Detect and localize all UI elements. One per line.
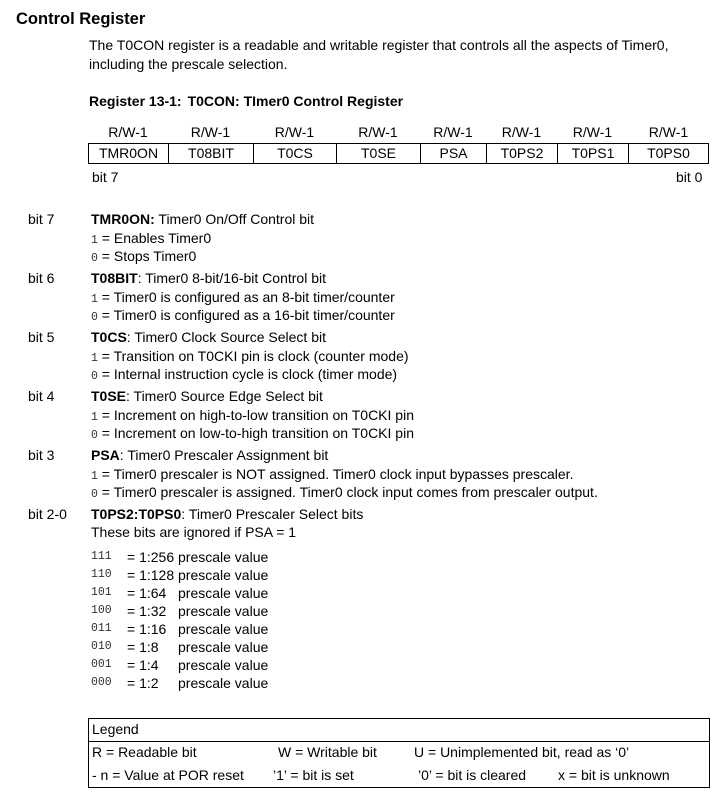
legend-bit-unknown: x = bit is unknown	[558, 767, 670, 783]
bit-option	[91, 425, 414, 442]
prescale-desc: prescale value	[178, 567, 269, 583]
access-bit1: R/W-1	[572, 124, 613, 140]
reg-bit-tmr0on: TMR0ON	[89, 144, 169, 163]
bit-title	[91, 329, 326, 345]
bit-name: T08BIT	[91, 270, 138, 286]
bit-summary: : Timer0 Clock Source Select bit	[126, 329, 326, 345]
access-bit5: R/W-1	[274, 124, 315, 140]
legend-writable: W = Writable bit	[278, 744, 377, 760]
bit-option-text: = Timer0 prescaler is assigned. Timer0 clock input comes from prescaler output.	[97, 484, 598, 500]
bit-name: TMR0ON:	[91, 211, 155, 227]
bit-number: bit 5	[28, 329, 55, 345]
bit-value: 0	[91, 252, 98, 265]
bit-value: 1	[91, 234, 98, 247]
prescale-desc: prescale value	[178, 675, 269, 691]
bit-number: bit 4	[28, 388, 55, 404]
prescale-desc: prescale value	[178, 603, 269, 619]
prescale-desc: prescale value	[178, 657, 269, 673]
legend-por-reset: - n = Value at POR reset	[92, 767, 244, 783]
reg-bit-t0se: T0SE	[337, 144, 421, 163]
register-caption	[89, 93, 403, 109]
prescale-code: 110	[91, 568, 112, 581]
bit-name: T0SE	[91, 388, 127, 404]
prescale-ratio: = 1:2	[127, 675, 159, 691]
bit-title	[91, 211, 314, 227]
reg-bit-t0cs: T0CS	[254, 144, 337, 163]
bit-summary: : Timer0 Prescaler Assignment bit	[119, 447, 329, 463]
bit-option	[91, 230, 211, 247]
reg-bit-t0ps0: T0PS0	[647, 145, 690, 161]
prescale-ratio: = 1:8	[127, 639, 159, 655]
prescale-desc: prescale value	[178, 549, 269, 565]
bit-title	[91, 270, 326, 286]
bit-option	[91, 348, 409, 365]
bit-value: 1	[91, 352, 98, 365]
bit-option-text: = Timer0 is configured as an 8-bit timer/counter	[97, 289, 395, 305]
bit-name: PSA	[91, 447, 120, 463]
prescale-code: 100	[91, 604, 112, 617]
prescale-code: 000	[91, 676, 112, 689]
prescale-desc: prescale value	[178, 639, 269, 655]
prescale-code: 111	[91, 550, 112, 563]
bit-option-text: = Increment on low-to-high transition on T0CKI pin	[97, 425, 414, 441]
legend-divider	[89, 741, 709, 742]
section-title: Control Register	[16, 10, 146, 28]
bit-name: T0CS	[91, 329, 127, 345]
bit-summary: : Timer0 Source Edge Select bit	[126, 388, 323, 404]
bit-summary: : Timer0 Prescaler Select bits	[181, 506, 364, 522]
bit-value: 0	[91, 370, 98, 383]
legend-readable: R = Readable bit	[92, 744, 197, 760]
reg-bit-t0ps1: T0PS1	[558, 144, 629, 163]
prescale-ratio: = 1:128	[127, 567, 175, 583]
bit-title	[91, 388, 323, 404]
bit-option-text: = Internal instruction cycle is clock (timer mode)	[97, 366, 398, 382]
bit-option-text: = Transition on T0CKI pin is clock (counter mode)	[97, 348, 409, 364]
register-caption-name: T0CON: TImer0 Control Register	[187, 93, 404, 109]
bit-value: 1	[91, 470, 98, 483]
bit-option	[91, 307, 395, 324]
bit-option	[91, 248, 196, 265]
bit-option-text: = Increment on high-to-low transition on T0CKI pin	[97, 407, 414, 423]
access-bit3: R/W-1	[433, 124, 473, 140]
bit-number: bit 2-0	[28, 506, 67, 522]
prescale-desc: prescale value	[178, 621, 269, 637]
prescale-code: 101	[91, 586, 112, 599]
prescale-ratio: = 1:64	[127, 585, 167, 601]
bit-option	[91, 366, 397, 383]
legend-box	[88, 718, 710, 788]
bit-option-text: = Stops Timer0	[97, 248, 197, 264]
lsb-label: bit 0	[676, 169, 703, 185]
prescale-code: 001	[91, 658, 112, 671]
bit-summary: : Timer0 8-bit/16-bit Control bit	[137, 270, 326, 286]
prescale-ratio: = 1:32	[127, 603, 167, 619]
bit-title	[91, 506, 363, 522]
access-bit2: R/W-1	[501, 124, 542, 140]
bit-number: bit 3	[28, 447, 55, 463]
bit-option	[91, 466, 573, 483]
bit-summary: Timer0 On/Off Control bit	[154, 211, 315, 227]
bit-option-text: = Enables Timer0	[97, 230, 212, 246]
prescale-code: 011	[91, 622, 112, 635]
reg-bit-psa: PSA	[421, 144, 487, 163]
prescale-code: 010	[91, 640, 112, 653]
bit-title	[91, 447, 328, 463]
bit-value: 1	[91, 293, 98, 306]
bit-option-text: = Timer0 is configured as a 16-bit timer/counter	[97, 307, 395, 323]
legend-unimplemented: U = Unimplemented bit, read as ‘0’	[414, 744, 630, 760]
bit-number: bit 6	[28, 270, 55, 286]
bit-option	[91, 289, 395, 306]
legend-bit-set: ’1’ = bit is set	[273, 767, 354, 783]
access-bit7: R/W-1	[108, 124, 148, 140]
access-bit6: R/W-1	[190, 124, 231, 140]
bit-value: 0	[91, 311, 98, 324]
register-caption-number: Register 13-1:	[89, 93, 182, 109]
reg-bit-t08bit: T08BIT	[169, 144, 254, 163]
bit-value: 1	[91, 411, 98, 424]
legend-title: Legend	[92, 721, 139, 737]
bit-value: 0	[91, 429, 98, 442]
register-bit-row	[88, 143, 709, 164]
prescale-ratio: = 1:256	[127, 549, 175, 565]
legend-bit-cleared: ’0’ = bit is cleared	[418, 767, 527, 783]
register-access-row	[88, 124, 709, 141]
bit-name: T0PS2:T0PS0	[91, 506, 182, 522]
prescale-ratio: = 1:4	[127, 657, 159, 673]
bit-note: These bits are ignored if PSA = 1	[91, 524, 297, 540]
access-bit0: R/W-1	[648, 124, 689, 140]
bit-option-text: = Timer0 prescaler is NOT assigned. Timer0 clock input bypasses prescaler.	[97, 466, 574, 482]
access-bit4: R/W-1	[358, 124, 398, 140]
bit-value: 0	[91, 488, 98, 501]
prescale-ratio: = 1:16	[127, 621, 167, 637]
prescale-desc: prescale value	[178, 585, 269, 601]
bit-number: bit 7	[28, 211, 55, 227]
msb-label: bit 7	[92, 169, 119, 185]
intro-paragraph: The T0CON register is a readable and writable register that controls all the aspects of Timer0, including the prescale selection.	[89, 37, 669, 72]
bit-option	[91, 407, 414, 424]
reg-bit-t0ps2: T0PS2	[487, 144, 558, 163]
bit-option	[91, 484, 598, 501]
